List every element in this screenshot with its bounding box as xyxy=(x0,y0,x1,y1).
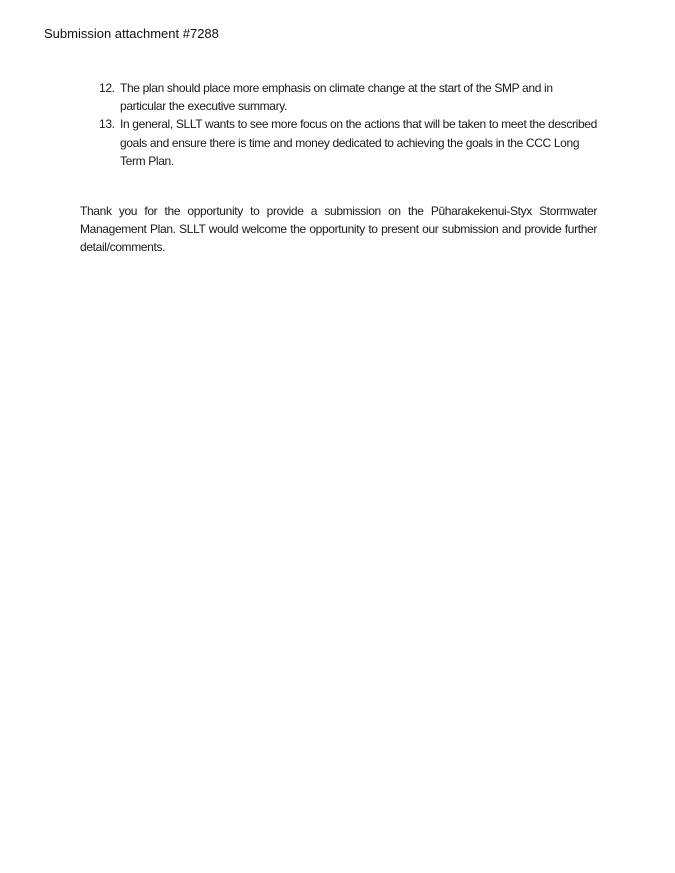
list-item xyxy=(80,115,597,170)
page-header-title: Submission attachment #7288 xyxy=(44,26,219,41)
document-body xyxy=(80,79,597,257)
list-item-number: 12. xyxy=(99,81,115,95)
closing-paragraph: Thank you for the opportunity to provide a submission on the Pūharakekenui-Styx Stormwater Management Plan. SLLT would welcome the opportunity to present our submission and provide further detail/comments. xyxy=(80,204,597,255)
list-item-text: The plan should place more emphasis on climate change at the start of the SMP and in particular the executive summary. xyxy=(120,81,553,114)
numbered-list xyxy=(80,79,597,170)
list-item-text: In general, SLLT wants to see more focus on the actions that will be taken to meet the described goals and ensure there is time and money dedicated to achieving the goals in the CCC Long Term Plan. xyxy=(120,117,597,168)
list-item xyxy=(80,79,597,115)
list-item-number: 13. xyxy=(99,117,115,132)
